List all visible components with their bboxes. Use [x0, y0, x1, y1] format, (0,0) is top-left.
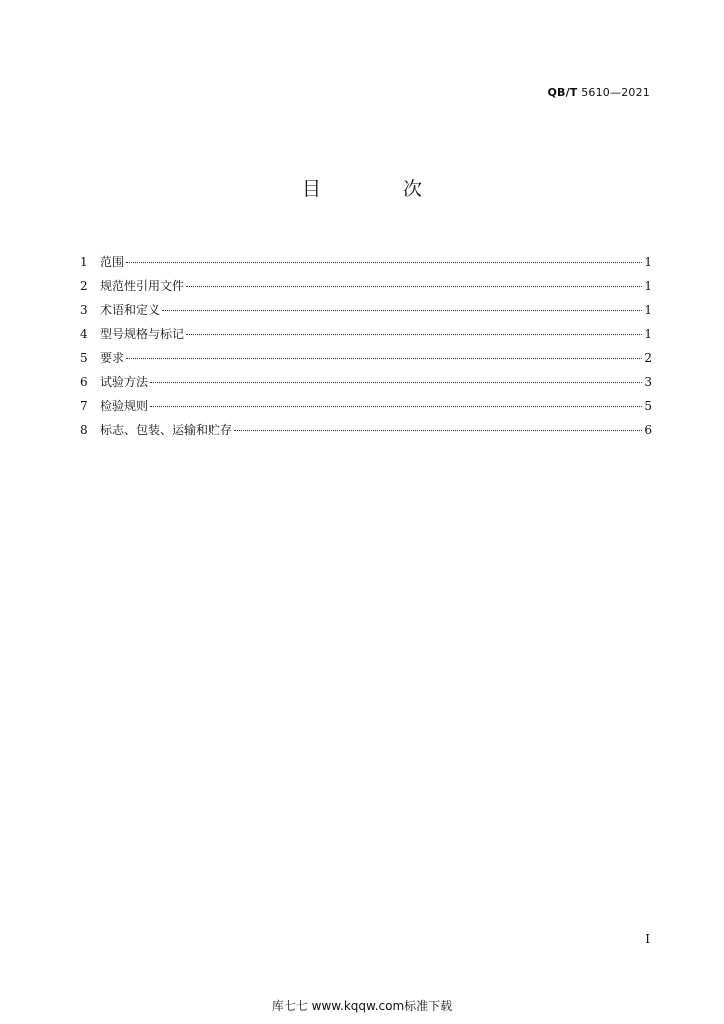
toc-entry-number: 4 [80, 327, 88, 341]
toc-entry-number: 3 [80, 303, 88, 317]
toc-entry-page: 1 [644, 327, 652, 341]
toc-entry-page: 2 [644, 351, 652, 365]
toc-dot-leader [234, 430, 642, 431]
toc-entry-number: 7 [80, 399, 88, 413]
toc-entry-1[interactable] [80, 250, 652, 274]
toc-entry-8[interactable] [80, 418, 652, 442]
toc-dot-leader [162, 310, 642, 311]
toc-entry-page: 1 [644, 279, 652, 293]
toc-entry-page: 6 [644, 423, 652, 437]
toc-entry-label: 型号规格与标记 [100, 327, 185, 341]
toc-entry-label: 标志、包装、运输和贮存 [100, 423, 233, 437]
page-title: 目 次 [301, 178, 461, 200]
toc-entry-number: 8 [80, 423, 88, 437]
toc-entry-5[interactable] [80, 346, 652, 370]
table-of-contents [80, 250, 652, 442]
toc-entry-6[interactable] [80, 370, 652, 394]
standard-number: 5610—2021 [577, 86, 650, 99]
toc-dot-leader [150, 406, 642, 407]
toc-entry-label: 要求 [100, 351, 125, 365]
toc-entry-number: 1 [80, 255, 88, 269]
toc-dot-leader [150, 382, 642, 383]
standard-prefix: QB/T [547, 86, 578, 99]
toc-dot-leader [126, 262, 642, 263]
toc-entry-label: 规范性引用文件 [100, 279, 185, 293]
toc-entry-page: 1 [644, 303, 652, 317]
toc-entry-label: 范围 [100, 255, 125, 269]
toc-entry-label: 试验方法 [100, 375, 149, 389]
toc-entry-label: 检验规则 [100, 399, 149, 413]
toc-entry-2[interactable] [80, 274, 652, 298]
toc-entry-label: 术语和定义 [100, 303, 161, 317]
toc-entry-number: 6 [80, 375, 88, 389]
toc-entry-4[interactable] [80, 322, 652, 346]
toc-dot-leader [126, 358, 642, 359]
toc-entry-number: 5 [80, 351, 88, 365]
footer-watermark: 库七七 www.kqqw.com标准下载 [271, 999, 453, 1013]
toc-entry-3[interactable] [80, 298, 652, 322]
standard-code [547, 86, 650, 99]
toc-entry-page: 3 [644, 375, 652, 389]
toc-entry-number: 2 [80, 279, 88, 293]
toc-dot-leader [186, 286, 642, 287]
toc-entry-page: 5 [644, 399, 652, 413]
toc-entry-page: 1 [644, 255, 652, 269]
toc-entry-7[interactable] [80, 394, 652, 418]
page-number: I [645, 932, 650, 946]
toc-dot-leader [186, 334, 642, 335]
